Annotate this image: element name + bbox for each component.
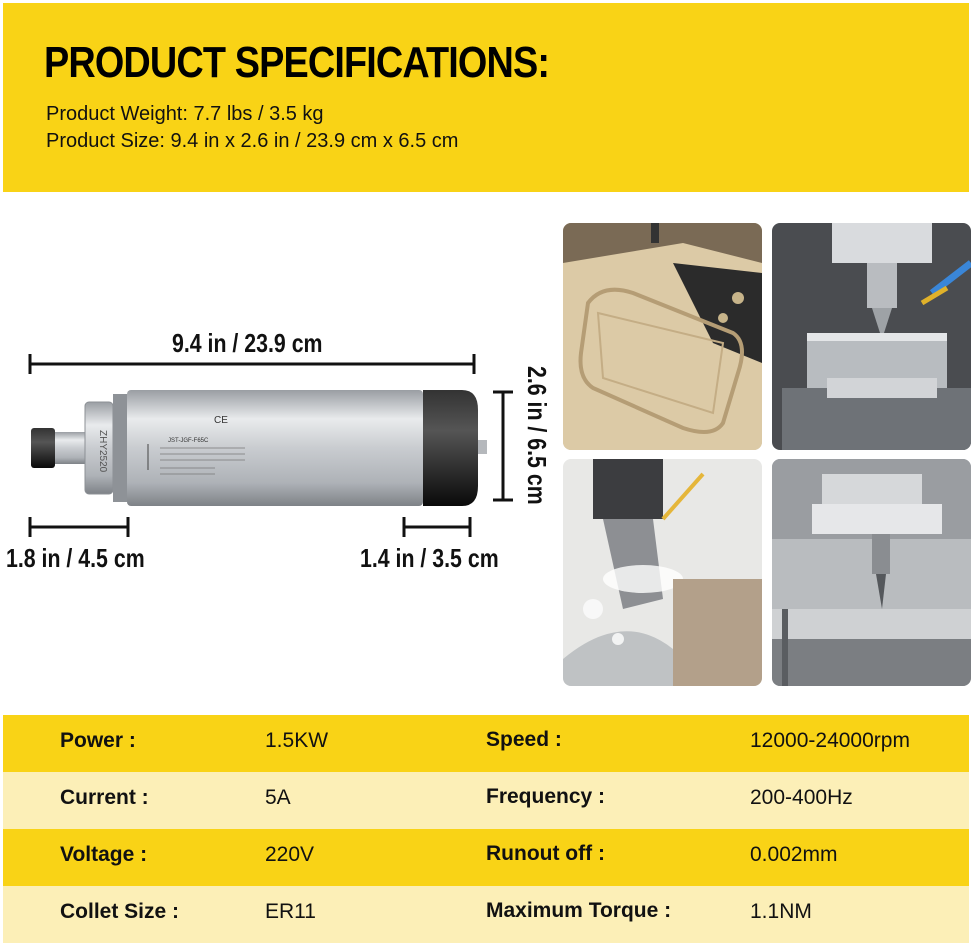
front-dimension: 1.8 in / 4.5 cm <box>6 543 145 573</box>
drilling-machine-image <box>772 459 971 686</box>
wood-carving-image <box>563 223 762 450</box>
coolant-cutting-image <box>563 459 762 686</box>
spec-row <box>3 829 969 886</box>
spec-value: 1.1NM <box>750 900 812 923</box>
spec-label: Power : <box>60 729 136 752</box>
spec-value: 1.5KW <box>265 729 329 752</box>
rear-dimension: 1.4 in / 3.5 cm <box>360 543 499 573</box>
page-title: PRODUCT SPECIFICATIONS: <box>44 38 550 87</box>
header-banner <box>3 3 969 192</box>
spec-value: 5A <box>265 786 291 809</box>
spec-value: 220V <box>265 843 315 866</box>
spec-label: Maximum Torque : <box>486 899 672 922</box>
spec-value: ER11 <box>265 900 316 923</box>
spec-value: 200-400Hz <box>750 786 853 809</box>
spec-label: Collet Size : <box>60 900 180 923</box>
model-label: JST-JGF-F65C <box>168 438 209 444</box>
spec-label: Current : <box>60 786 149 809</box>
spec-value: 12000-24000rpm <box>750 729 910 752</box>
diameter-dimension: 2.6 in / 6.5 cm <box>522 366 552 505</box>
spec-row <box>3 715 969 772</box>
ce-mark: CE <box>214 415 228 426</box>
spec-table <box>3 715 969 943</box>
product-weight: Product Weight: 7.7 lbs / 3.5 kg <box>46 103 324 125</box>
spec-label: Voltage : <box>60 843 148 866</box>
spec-row <box>3 772 969 829</box>
spec-label: Speed : <box>486 728 562 751</box>
product-size: Product Size: 9.4 in x 2.6 in / 23.9 cm x 6.5 cm <box>46 130 459 152</box>
spec-label: Frequency : <box>486 785 606 808</box>
length-dimension: 9.4 in / 23.9 cm <box>172 328 323 358</box>
spec-row <box>3 886 969 943</box>
model-side-label: ZHY2520 <box>97 430 108 473</box>
metal-milling-image <box>772 223 971 450</box>
spec-value: 0.002mm <box>750 843 838 866</box>
spec-label: Runout off : <box>486 842 605 865</box>
